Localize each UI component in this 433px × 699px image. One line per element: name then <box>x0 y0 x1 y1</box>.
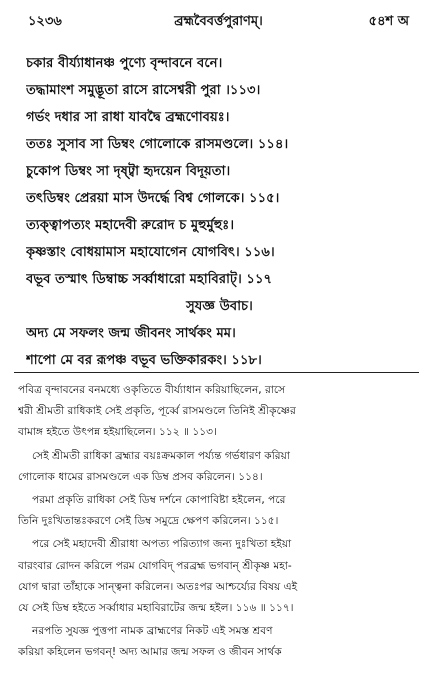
verse-line: শাপো মে বর রূপঞ্চ বভূব ভক্তিকারকং। ১১৮। <box>26 353 262 368</box>
translation-line: যোগ দ্বারা তাঁহাকে সান্ত্বনা করিলেন। অতঃপর আশ্চর্য্যের বিষয় এই <box>18 580 298 593</box>
translation-line: যে সেই ডিম্ব হইতে সর্ব্বাধার মহাবিরাটের জন্ম হইল। ১১৬ ॥ ১১৭। <box>18 601 294 614</box>
translation-line: নরপতি সুযজ্ঞ পুত্তপা নামক ব্রাহ্মণের নিকট এই সমস্ত শ্রবণ <box>32 625 273 638</box>
translation-paragraph <box>18 621 417 663</box>
sanskrit-verses <box>26 50 413 374</box>
translation-paragraph <box>18 490 417 532</box>
verse-line: অদ্য মে সফলং জন্ম জীবনং সার্থকং মম। <box>26 326 236 341</box>
bengali-translation <box>18 380 417 665</box>
page-header <box>28 12 409 34</box>
verse-line: চকার বীর্য্যাধানঞ্চ পুণ্যে বৃন্দাবনে বনে। <box>26 56 223 71</box>
verse-line: তৎডিম্বং প্রেরয়া মাস উদর্দ্ধে বিশ্ব গোলকে। ১১৫। <box>26 191 280 206</box>
translation-line: পরে সেই মহাদেবী শ্রীরাধা অপত্য পরিত্যাগ জন্য দুঃখিতা হইয়া <box>32 538 292 551</box>
verse-line: বভূব তস্মাৎ ডিম্বাচ্চ সর্ব্বাধারো মহাবিরাট্‌। ১১৭ <box>26 272 273 287</box>
verse-line: তদ্ধামাংশ সমুদ্ভূতা রাসে রাসেশ্বরী পুরা ।১১৩। <box>26 83 261 98</box>
translation-paragraph <box>18 446 417 488</box>
chapter-label: ৫৪শ অ <box>368 14 409 29</box>
translation-line: পরমা প্রকৃতি রাধিকা সেই ডিম্ব দর্শনে কোপাবিষ্টা হইলেন, পরে <box>32 493 286 506</box>
verse-line: কৃষ্ণস্তাং বোধয়ামাস মহাযোগেন যোগবিৎ। ১১৬। <box>26 245 275 260</box>
translation-line: পবিত্র বৃন্দাবনের বনমধ্যে ওকৃতিতে বীর্য্যাধান করিয়াছিলেন, রাসে <box>18 384 286 396</box>
translation-paragraph <box>18 534 417 619</box>
translation-line: তিনি দুঃখিতান্তঃকরণে সেই ডিম্ব সমুদ্রে ক্ষেপণ করিলেন। ১১৫। <box>18 515 279 528</box>
book-title: ব্রহ্মবৈবর্ত্তপুরাণম্‌। <box>174 14 263 29</box>
verse-line: চুকোপ ডিম্বং সা দৃষ্ট্বা হৃদয়েন বিদূয়তা। <box>26 164 231 179</box>
verse-line: ত্যক্ত্বাপত্যং মহাদেবী রুরোদ চ মুহুর্মুহুঃ। <box>26 218 235 233</box>
section-divider <box>14 372 419 373</box>
translation-paragraph <box>18 380 417 444</box>
speaker-heading: সুযজ্ঞ উবাচ। <box>186 299 253 314</box>
translation-line: সেই শ্রীমতী রাধিকা ব্রহ্মার বয়ঃক্রমকাল পর্য্যন্ত গর্ভধারণ করিয়া <box>32 449 290 462</box>
translation-line: বারংবার রোদন করিলে পরম যোগবিদ্‌ পরব্রহ্ম ভগবান্‌ শ্রীকৃষ্ণ মহা- <box>18 559 292 572</box>
page-number: ১২৩৬ <box>28 14 62 29</box>
translation-line: গোলোক ধামের রাসমণ্ডলে এক ডিম্ব প্রসব করিলেন। ১১৪। <box>18 470 263 483</box>
translation-line: শ্বরী শ্রীমতী রাধিকাই সেই প্রকৃতি, পূর্ব্বে রাসমণ্ডলে তিনিই শ্রীকৃষ্ণের <box>18 405 296 418</box>
translation-line: বামাঙ্গ হইতে উৎপন্ন হইয়াছিলেন। ১১২ ॥ ১১৩। <box>18 426 217 439</box>
translation-line: করিয়া কহিলেন ভগবন্‌! অদ্য আমার জন্ম সফল ও জীবন সার্থক <box>18 646 282 659</box>
verse-line: গর্ভং দধার সা রাধা যাবদ্বৈ ব্রহ্মণোবয়ঃ। <box>26 110 230 125</box>
verse-line: ততঃ সুসাব সা ডিম্বং গোলোকে রাসমণ্ডলে। ১১৪। <box>26 137 289 152</box>
